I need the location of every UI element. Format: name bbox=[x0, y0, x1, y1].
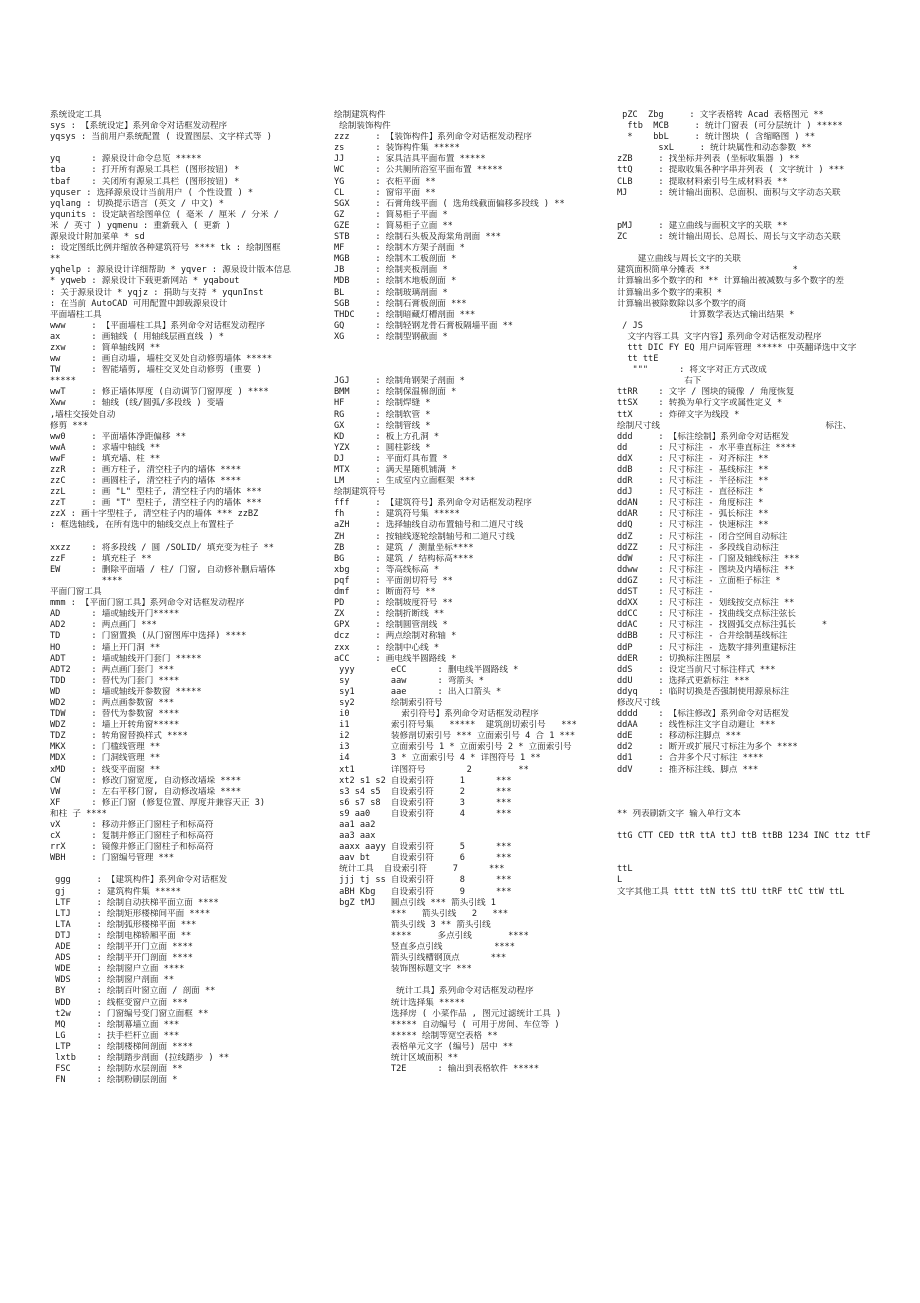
text-line: FSC : 绘制防水层剖面 ** bbox=[50, 1064, 183, 1075]
column-middle bbox=[334, 110, 596, 1075]
text-line: 计算数学表达式输出结果 * bbox=[617, 309, 795, 320]
text-line: WDE : 绘制窗户立面 **** bbox=[50, 964, 185, 975]
text-line: vX : 移动并修正门窗柱子和标高符 bbox=[50, 820, 214, 830]
text-line: WBH : 门窗编号管理 *** bbox=[50, 853, 174, 864]
text-line: cX : 复制并修正门窗柱子和标高符 bbox=[50, 831, 214, 842]
text-line: * bbL : 统计图块 ( 含缩略图 ) ** bbox=[617, 132, 816, 143]
text-line: zxw : 简单轴线网 ** bbox=[50, 342, 161, 353]
text-line: TDD : 替代为门套门 **** bbox=[50, 675, 180, 686]
text-line: 箭头引线 3 ** 箭头引线 bbox=[334, 919, 491, 930]
text-line: ddww : 尺寸标注 - 图块及内墙标注 ** bbox=[617, 564, 795, 575]
text-line: ddJ : 尺寸标注 - 直径标注 * bbox=[617, 487, 764, 498]
text-line: yqsys : 当前用户系统配置 ( 设置图层、文字样式等 ) bbox=[50, 132, 272, 143]
text-line: ttX : 炸碎文字为线段 * bbox=[617, 409, 807, 420]
text-line: WDZ : 墙上开转角窗***** bbox=[50, 720, 180, 731]
text-line: zzL : 画 "L" 型柱子, 清空柱子内的墙体 *** bbox=[50, 487, 262, 498]
text-line: ***** bbox=[50, 376, 76, 387]
text-line: 绘制建筑符号 bbox=[334, 487, 386, 498]
text-line: ddAC : 尺寸标注 - 找圆弧交点标注弧长 * bbox=[617, 620, 828, 631]
text-line: ddST : 尺寸标注 - bbox=[617, 587, 714, 598]
text-line: ***** 自动编号 ( 可用于房间、车位等 ) bbox=[334, 1019, 560, 1030]
text-line: wwT : 修正墙体厚度 (自动调节门窗厚度 ) **** bbox=[50, 387, 269, 398]
text-line bbox=[617, 787, 897, 798]
text-line: """ : 将文字对正方式改成 bbox=[617, 365, 767, 376]
text-line: ttG CTT CED ttR ttA ttJ ttB ttBB 1234 INC ttz ttF bbox=[617, 831, 871, 842]
text-line: 绘制装饰构件 bbox=[334, 121, 391, 132]
text-line: sys : 【系统设定】系列命令对话框发动程序 bbox=[50, 121, 228, 132]
text-line: yqhelp : 源泉设计详细帮助 * yqver : 源泉设计版本信息 bbox=[50, 265, 291, 276]
text-line: ***** 绘制等宽空表格 ** bbox=[334, 1030, 498, 1041]
text-line: i2 装修剖切索引号 *** 立面索引号 4 合 1 *** bbox=[334, 731, 576, 742]
text-line: 统计工具】系列命令对话框发动程序 bbox=[334, 986, 534, 997]
text-line: LTP : 绘制楼梯间剖面 **** bbox=[50, 1041, 193, 1052]
text-line: xxzz : 将多段线 / 圆 /SOLID/ 填充变为柱子 ** bbox=[50, 542, 274, 553]
text-line: MF : 绘制木方架子剖面 * bbox=[334, 243, 465, 254]
text-line: i1 索引符号集 ***** 建筑剖切索引号 *** bbox=[334, 720, 577, 731]
text-line: 绘制尺寸线 标注、 bbox=[617, 420, 852, 431]
text-line: ZX : 绘制折断线 ** bbox=[334, 609, 445, 620]
text-line: SGX : 石膏角线平面 ( 选角线截面偏移多段线 ) ** bbox=[334, 198, 565, 209]
text-line: zzF : 填充柱子 ** bbox=[50, 553, 152, 564]
text-line: TDZ : 转角窗替换样式 **** bbox=[50, 731, 188, 742]
text-line: 绘制建筑构件 bbox=[334, 110, 386, 120]
text-line: ww : 画自动墙, 墙柱交叉处自动修剪墙体 ***** bbox=[50, 354, 273, 365]
text-line: ggg : 【建筑构件】系列命令对话框发 bbox=[50, 875, 228, 886]
text-line: zxx : 绘制中心线 * bbox=[334, 642, 440, 653]
text-line: ddS : 设定当前尺寸标注样式 *** bbox=[617, 664, 776, 675]
text-line: ftb MCB : 统计门窗表 (可分层统计 ) ***** bbox=[617, 121, 843, 132]
text-line: GZ : 简易柜子平面 * bbox=[334, 209, 448, 220]
text-line: ddAA : 线性标注文字自动避让 *** bbox=[617, 720, 776, 731]
text-line bbox=[617, 243, 897, 254]
text-line: dd2 : 断开或扩展尺寸标注为多个 **** bbox=[617, 742, 798, 753]
text-line: 系统设定工具 bbox=[50, 110, 102, 120]
text-line: 竖直多点引线 **** bbox=[334, 942, 515, 953]
text-line: MJ : 统计输出面积、总面积、面积与文字动态关联 bbox=[617, 187, 841, 198]
text-line: s6 s7 s8 自设索引符 3 *** bbox=[334, 797, 512, 808]
text-line: ddZZ : 尺寸标注 - 多段线自动标注 bbox=[617, 542, 779, 553]
text-line: s9 aa0 自设索引符 4 *** bbox=[334, 808, 512, 819]
text-line: zzC : 画圆柱子, 清空柱子内的墙体 **** bbox=[50, 476, 242, 487]
text-line: AD : 墙或轴线开门***** bbox=[50, 609, 180, 620]
text-line: MTX : 满天星随机铺满 * bbox=[334, 465, 457, 475]
text-line: ttRR : 文字 / 图块的镜像 / 角度恢复 bbox=[617, 387, 795, 398]
text-line: BMM : 绘制保温棉剖面 * bbox=[334, 387, 457, 398]
text-line: ADT : 墙或轴线开门套门 ***** bbox=[50, 653, 202, 664]
text-line: PD : 绘制坡度符号 ** bbox=[334, 598, 453, 609]
text-line: BG : 建筑 / 结构标高**** bbox=[334, 553, 474, 564]
text-line: 平面墙柱工具 bbox=[50, 309, 102, 320]
text-line: / JS bbox=[617, 320, 643, 331]
text-line bbox=[617, 842, 897, 853]
text-line: *** 箭头引线 2 *** bbox=[334, 908, 509, 919]
text-line: ADT2 : 两点画门套门 *** bbox=[50, 664, 174, 675]
text-line: zZB : 找坐标并列表 (坐标收集器 ) ** bbox=[617, 154, 800, 165]
text-line: 和柱 子 **** bbox=[50, 808, 107, 819]
text-line: ttL bbox=[617, 864, 633, 875]
column-left bbox=[50, 110, 312, 1086]
text-line: GPX : 绘制圆管剖线 * bbox=[334, 620, 448, 631]
text-line: ddR : 尺寸标注 - 半径标注 ** bbox=[617, 476, 769, 487]
text-line: ddAN : 尺寸标注 - 角度标注 * bbox=[617, 498, 764, 509]
text-line: ddV : 推齐标注线、脚点 *** bbox=[617, 764, 759, 775]
text-line: 计算输出被除数除以多个数字的商 bbox=[617, 298, 746, 309]
text-line: ddU : 选择式更新标注 *** bbox=[617, 675, 750, 686]
text-line: FN : 绘制粉刷层剖面 * bbox=[50, 1075, 178, 1086]
text-line: ax : 画轴线 ( 用轴线层画直线 ) * bbox=[50, 331, 224, 342]
text-line: s3 s4 s5 自设索引符 2 *** bbox=[334, 786, 512, 797]
text-line: bgZ tMJ 圆点引线 *** 箭头引线 1 bbox=[334, 897, 496, 908]
text-line: ddBB : 尺寸标注 - 合并绘制基线标注 bbox=[617, 631, 788, 642]
text-line: THDC : 绘制暗藏灯槽剖面 *** bbox=[334, 309, 476, 320]
text-line: TW : 智能墙剪, 墙柱交叉处自动修剪 (重要 ) bbox=[50, 365, 262, 376]
text-line: i3 立面索引号 1 * 立面索引号 2 * 立面索引号 bbox=[334, 742, 572, 753]
text-line: ddd : 【标注绘制】系列命令对话框发 bbox=[617, 431, 790, 442]
text-line: sy1 aae : 出入口箭头 * bbox=[334, 686, 502, 697]
text-line: BL : 绘制玻璃剖面 * bbox=[334, 287, 448, 298]
text-line: i4 3 * 立面索引号 4 * 详图符号 1 ** bbox=[334, 753, 541, 764]
text-line bbox=[617, 798, 897, 809]
text-line: ddQ : 尺寸标注 - 快速标注 ** bbox=[617, 520, 769, 531]
text-line: GQ : 绘制轻钢龙骨石膏板隔墙平面 ** bbox=[334, 320, 513, 331]
text-line: sy2 绘制索引符号 bbox=[334, 697, 443, 708]
text-line: T2E : 输出到表格软件 ***** bbox=[334, 1064, 540, 1075]
text-line: **** 多点引线 **** bbox=[334, 930, 529, 941]
text-line: fff : 【建筑符号】系列命令对话框发动程序 bbox=[334, 498, 532, 509]
text-line: dddd : 【标注修改】系列命令对话框发 bbox=[617, 709, 790, 720]
text-line: tba : 打开所有源泉工具栏 (图形按钮) * bbox=[50, 165, 240, 176]
text-line: xt1 详图符号 2 ** bbox=[334, 764, 529, 775]
text-line: pZC Zbg : 文字表格转 Acad 表格图元 ** bbox=[617, 110, 824, 120]
text-line: Xww : 轴线 (线/圆弧/多段线 ) 变墙 bbox=[50, 398, 224, 409]
text-line: ddB : 尺寸标注 - 基线标注 ** bbox=[617, 465, 769, 475]
text-line: : 关于源泉设计 * yqjz : 捐助与支持 * yqunInst bbox=[50, 287, 264, 298]
text-line: MDB : 绘制木地板剖面 * bbox=[334, 276, 457, 287]
text-line: L bbox=[617, 875, 623, 886]
text-line: dcz : 两点绘制对称轴 * bbox=[334, 631, 457, 642]
text-line: 统计区域面积 ** bbox=[334, 1052, 458, 1063]
text-line: tbaf : 关闭所有源泉工具栏 (图形按钮) * bbox=[50, 176, 240, 187]
text-line: 计算输出多个数字的乘积 * bbox=[617, 287, 722, 298]
text-line: tt ttE bbox=[617, 354, 659, 365]
text-line: dd : 尺寸标注 - 水平垂直标注 **** bbox=[617, 442, 797, 453]
text-line bbox=[50, 864, 312, 875]
text-line: zzX : 画十字型柱子, 清空柱子内的墙体 *** zzBZ bbox=[50, 509, 259, 520]
text-line: ddyq : 临时切换是否强制使用源泉标注 bbox=[617, 686, 790, 697]
text-line: DJ : 平面灯具布置 * bbox=[334, 453, 448, 464]
text-line: 选择房 ( 小菜作品 , 图元过滤统计工具 ) bbox=[334, 1008, 562, 1019]
text-line: XF : 修正门窗 (修复位置、厚度并兼容天正 3) bbox=[50, 797, 266, 808]
text-line: LG : 扶手栏杆立面 *** bbox=[50, 1030, 180, 1041]
text-line: ZB : 建筑 / 测量坐标**** bbox=[334, 542, 474, 553]
text-line: WDD : 线框变窗户立面 *** bbox=[50, 997, 188, 1008]
text-line: ADS : 绘制平开门剖面 **** bbox=[50, 953, 193, 964]
text-line: 统计工具 自设索引符 7 *** bbox=[334, 864, 505, 875]
text-line: sxL : 统计块属性和动态参数 ** bbox=[617, 143, 812, 154]
text-line: pqf : 平面剖切符号 ** bbox=[334, 575, 453, 586]
text-line: aZH : 选择轴线自动布置轴号和二道尺寸线 bbox=[334, 520, 524, 531]
text-line: ttt DIC FY EQ 用户词库管理 ***** 中英翻译选中文字 bbox=[617, 342, 857, 353]
text-line: GZE : 简易柜子立面 ** bbox=[334, 220, 453, 231]
text-line: ZH : 按轴线逐轮绘制轴号和二道尺寸线 bbox=[334, 531, 515, 542]
text-line: mmm : 【平面门窗工具】系列命令对话框发动程序 bbox=[50, 598, 245, 609]
text-line: ddX : 尺寸标注 - 对齐标注 ** bbox=[617, 453, 769, 464]
text-line: 米 / 英寸 ) yqmenu : 重新载入 ( 更新 ) bbox=[50, 220, 231, 231]
text-line: wwA : 求墙中轴线 ** bbox=[50, 442, 161, 453]
text-line: lxtb : 绘制踏步剖面 (拉线踏步 ) ** bbox=[50, 1052, 230, 1063]
text-line: ddE : 移动标注脚点 *** bbox=[617, 731, 741, 742]
text-line: 建立曲线与周长文字的关联 bbox=[617, 254, 741, 265]
text-line: yyy eCC : 删电线半圆路线 * bbox=[334, 664, 519, 675]
text-line: fh : 建筑符号集 ***** bbox=[334, 509, 460, 520]
text-line bbox=[617, 776, 897, 787]
text-line: 源泉设计附加菜单 * sd bbox=[50, 232, 145, 243]
text-line: zzz : 【装饰构件】系列命令对话框发动程序 bbox=[334, 132, 532, 143]
text-line: AD2 : 两点画门 *** bbox=[50, 620, 157, 631]
text-line: 平面门窗工具 bbox=[50, 587, 102, 598]
text-line: MKX : 门槛线管理 ** bbox=[50, 742, 161, 753]
text-line: **** bbox=[50, 575, 123, 586]
text-line: LTF : 绘制自动扶梯平面立面 **** bbox=[50, 897, 219, 908]
text-line: : 框选轴线, 在所有选中的轴线交点上布置柱子 bbox=[50, 520, 234, 531]
text-line: ddP : 尺寸标注 - 选数字排列重建标注 bbox=[617, 642, 796, 653]
text-line: STB : 绘制石头板及海棠角剖面 *** bbox=[334, 232, 501, 243]
text-line: CLB : 提取材料索引号生成材料表 ** bbox=[617, 176, 788, 187]
text-line: ddER : 切换标注图层 * bbox=[617, 653, 731, 664]
text-line: xbg : 等高线标高 * bbox=[334, 564, 440, 575]
text-line: xt2 s1 s2 自设索引符 1 *** bbox=[334, 775, 512, 786]
text-line bbox=[617, 210, 897, 221]
text-line: ddZ : 尺寸标注 - 闭合空间自动标注 bbox=[617, 531, 788, 542]
text-line bbox=[617, 853, 897, 864]
text-line: 修剪 *** bbox=[50, 420, 88, 431]
text-line: : 设定图纸比例并缩放各种建筑符号 **** tk : 绘制图框 bbox=[50, 243, 281, 254]
text-line: pMJ : 建立曲线与面积文字的关联 ** bbox=[617, 220, 788, 231]
text-line: * yqweb : 源泉设计下载更新网站 * yqabout bbox=[50, 276, 240, 287]
text-line: dmf : 断面符号 ** bbox=[334, 587, 436, 598]
text-line bbox=[334, 343, 596, 354]
text-line: 右下 bbox=[617, 376, 702, 387]
text-line: ddGZ : 尺寸标注 - 立面柜子标注 * bbox=[617, 575, 781, 586]
text-line: 修改尺寸线 bbox=[617, 697, 660, 708]
text-line: yqunits : 设定缺省绘图单位 ( 毫米 / 厘米 / 分米 / bbox=[50, 209, 279, 220]
text-line: ,墙柱交接处自动 bbox=[50, 409, 116, 420]
text-line: sy aaw : 弯箭头 * bbox=[334, 675, 484, 686]
text-line: ZC : 统计输出周长、总周长、周长与文字动态关联 bbox=[617, 232, 841, 243]
text-line: TDW : 替代为参数窗 **** bbox=[50, 709, 180, 720]
text-line: JB : 绘制夹板剖面 * bbox=[334, 265, 448, 276]
text-line: dd1 : 合并多个尺寸标注 **** bbox=[617, 753, 764, 764]
text-line: aav bt 自设索引符 6 *** bbox=[334, 853, 512, 864]
text-line: MDX : 门洞线管理 ** bbox=[50, 753, 161, 764]
text-line: LTJ : 绘制矩形楼梯间平面 **** bbox=[50, 908, 211, 919]
text-line: t2w : 门窗编号变门窗立面框 ** bbox=[50, 1008, 209, 1019]
text-line bbox=[617, 820, 897, 831]
text-line: WD2 : 两点画参数窗 *** bbox=[50, 697, 174, 708]
text-line bbox=[50, 532, 312, 543]
text-line bbox=[334, 365, 596, 376]
text-line: CL : 窗帘平面 ** bbox=[334, 187, 436, 198]
text-line: JGJ : 绘制角钢架子剖面 * bbox=[334, 376, 465, 387]
text-line: zzR : 画方柱子, 清空柱子内的墙体 **** bbox=[50, 465, 242, 475]
text-line: HF : 绘制焊缝 * bbox=[334, 398, 431, 409]
text-line: BY : 绘制百叶窗立面 / 剖面 ** bbox=[50, 986, 216, 997]
text-line: yqlang : 切换提示语言 (英文 / 中文) * bbox=[50, 198, 224, 209]
text-line: 表格单元文字 (编号) 居中 ** bbox=[334, 1041, 514, 1052]
text-line: aCC : 画电线半圆路线 * bbox=[334, 653, 457, 664]
text-line: ADE : 绘制平开门立面 **** bbox=[50, 942, 193, 953]
text-line bbox=[334, 975, 596, 986]
text-line: aa3 aax bbox=[334, 831, 376, 842]
text-line: 文字内容工具 文字内容】系列命令对话框发动程序 bbox=[617, 331, 822, 342]
text-line: ttQ : 提取收集各种字串并列表 ( 文字统计 ) *** bbox=[617, 165, 845, 176]
text-line: YZX : 圆柱影线 * bbox=[334, 442, 431, 453]
text-line: MGB : 绘制木工板剖面 * bbox=[334, 254, 457, 265]
text-line: CW : 修改门窗宽度, 自动修改墙垛 **** bbox=[50, 775, 242, 786]
text-line: 计算输出多个数字的和 ** 计算输出被减数与多个数字的差 bbox=[617, 276, 844, 287]
text-line: yq : 源泉设计命令总览 ***** bbox=[50, 154, 202, 165]
column-right bbox=[617, 110, 897, 898]
text-line: aa1 aa2 bbox=[334, 820, 376, 830]
text-line: zs : 装饰构件集 ***** bbox=[334, 143, 460, 154]
text-line: LM : 生成室内立面框架 *** bbox=[334, 476, 476, 487]
text-line: JJ : 家具洁具平面布置 ***** bbox=[334, 154, 486, 165]
text-line: WC : 公共厕所浴室平面布置 ***** bbox=[334, 165, 503, 176]
text-line: jjj tj ss 自设索引符 8 *** bbox=[334, 875, 512, 886]
text-line: ddAR : 尺寸标注 - 弧长标注 ** bbox=[617, 509, 769, 520]
text-line: SGB : 绘制石膏板剖面 *** bbox=[334, 298, 467, 309]
text-line: aBH Kbg 自设索引符 9 *** bbox=[334, 886, 512, 897]
text-line: WD : 墙或轴线开参数窗 ***** bbox=[50, 686, 202, 697]
text-line: 文字其他工具 tttt ttN ttS ttU ttRF ttC ttW ttL bbox=[617, 886, 845, 897]
text-line: RG : 绘制软管 * bbox=[334, 409, 431, 420]
text-line: ** bbox=[50, 254, 61, 265]
text-line: 统计选择集 ***** bbox=[334, 997, 465, 1008]
text-line: XG : 绘制型钢截面 * bbox=[334, 331, 448, 342]
text-line: ttSX : 转换为单行文字或属性定义 * bbox=[617, 398, 783, 409]
text-line: ddW : 尺寸标注 - 门窗及轴线标注 *** bbox=[617, 553, 800, 564]
text-line bbox=[50, 143, 312, 154]
text-line: EW : 删除平面墙 / 柱/ 门窗, 自动修补删后墙体 bbox=[50, 564, 276, 575]
text-line: 装饰图标题文字 *** bbox=[334, 964, 472, 975]
text-line: DTJ : 绘制电梯轿厢平面 ** bbox=[50, 930, 192, 941]
text-line: www : 【平面墙柱工具】系列命令对话框发动程序 bbox=[50, 320, 266, 331]
text-line: gj : 建筑构件集 ***** bbox=[50, 886, 181, 897]
text-line: ddCC : 尺寸标注 - 找曲线交点标注弦长 bbox=[617, 609, 796, 620]
text-line: wwF : 填充墙、柱 ** bbox=[50, 453, 161, 464]
text-line: xMD : 线变平面窗 ** bbox=[50, 764, 161, 775]
text-line: i0 索引符号】系列命令对话框发动程序 bbox=[334, 709, 539, 720]
text-line: yquser : 选择源泉设计当前用户 ( 个性设置 ) * bbox=[50, 187, 254, 198]
text-line bbox=[617, 199, 897, 210]
text-line: ddXX : 尺寸标注 - 划线按交点标注 ** bbox=[617, 598, 795, 609]
text-line: ** 列表刷新文字 输入单行文本 bbox=[617, 808, 741, 819]
text-line: 建筑面积简单分摊表 ** * bbox=[617, 265, 798, 276]
text-line: HO : 墙上开门洞 ** bbox=[50, 642, 161, 653]
text-line: WDS : 绘制窗户剖面 ** bbox=[50, 975, 174, 986]
text-line: rrX : 镜像并修正门窗柱子和标高符 bbox=[50, 842, 214, 853]
text-line: ww0 : 平面墙体净距偏移 ** bbox=[50, 431, 187, 442]
text-line bbox=[334, 354, 596, 365]
text-line: TD : 门窗置换 (从门窗图库中选择) **** bbox=[50, 631, 247, 642]
text-line: zzT : 画 "T" 型柱子, 清空柱子内的墙体 *** bbox=[50, 498, 262, 509]
text-line: VW : 左右平移门窗, 自动修改墙垛 **** bbox=[50, 786, 242, 797]
text-line: 箭头引线槽钢顶点 *** bbox=[334, 953, 507, 964]
text-line: GX : 绘制管线 * bbox=[334, 420, 431, 431]
text-line: LTA : 绘制弧形楼梯平面 *** bbox=[50, 919, 197, 930]
text-line: YG : 衣柜平面 ** bbox=[334, 176, 436, 187]
text-line: MQ : 绘制幕墙立面 *** bbox=[50, 1019, 180, 1030]
text-line: KD : 板上方孔洞 * bbox=[334, 431, 440, 442]
text-line: : 在当前 AutoCAD 可用配置中卸载源泉设计 bbox=[50, 298, 228, 309]
text-line: aaxx aayy 自设索引符 5 *** bbox=[334, 842, 512, 853]
